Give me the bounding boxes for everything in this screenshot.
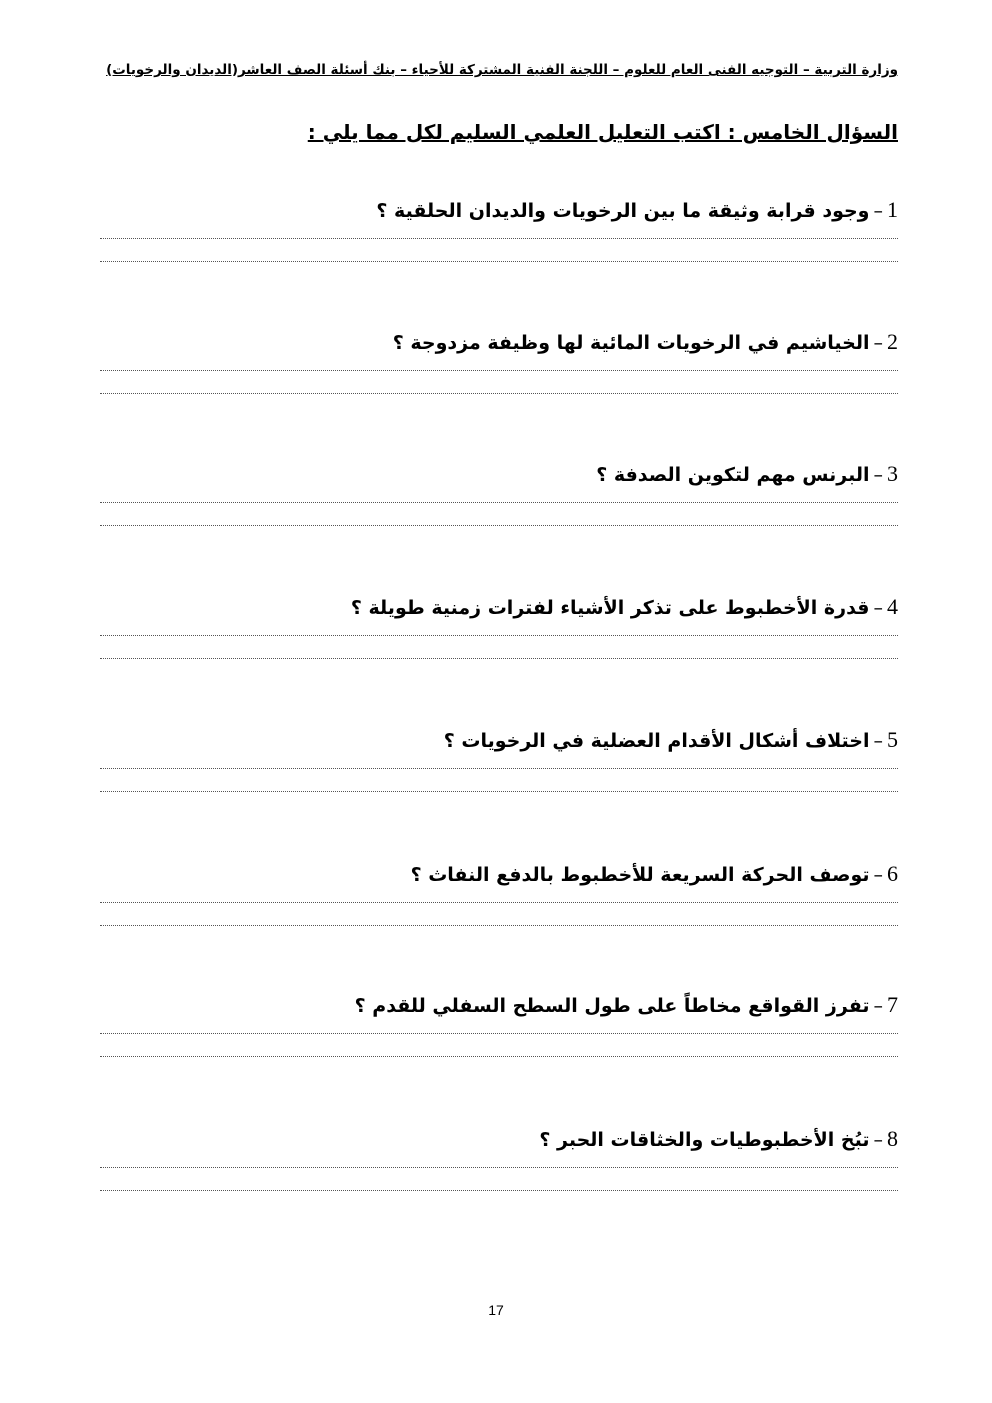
question-number: 7 xyxy=(887,992,898,1017)
answer-line[interactable] xyxy=(100,658,898,659)
question-text-row xyxy=(100,859,898,889)
question-text: توصف الحركة السريعة للأخطبوط بالدفع النفاث ؟ xyxy=(410,864,870,886)
question-2 xyxy=(100,327,898,394)
question-number: 2 xyxy=(887,329,898,354)
answer-line[interactable] xyxy=(100,768,898,769)
question-7 xyxy=(100,990,898,1057)
answer-line[interactable] xyxy=(100,261,898,262)
question-text-row xyxy=(100,195,898,225)
question-dash: – xyxy=(873,464,883,486)
answer-line[interactable] xyxy=(100,925,898,926)
question-5 xyxy=(100,725,898,792)
question-text-row xyxy=(100,327,898,357)
question-number: 1 xyxy=(887,197,898,222)
question-dash: – xyxy=(873,1129,883,1151)
answer-line[interactable] xyxy=(100,370,898,371)
question-3 xyxy=(100,459,898,526)
question-dash: – xyxy=(873,597,883,619)
question-dash: – xyxy=(873,332,883,354)
question-text-row xyxy=(100,592,898,622)
question-text-row xyxy=(100,990,898,1020)
question-text: تبُخ الأخطبوطيات والخثاقات الحبر ؟ xyxy=(539,1129,870,1151)
answer-line[interactable] xyxy=(100,238,898,239)
answer-line[interactable] xyxy=(100,502,898,503)
question-number: 4 xyxy=(887,594,898,619)
answer-line[interactable] xyxy=(100,1056,898,1057)
question-text-row xyxy=(100,725,898,755)
question-number: 6 xyxy=(887,861,898,886)
question-1 xyxy=(100,195,898,262)
answer-line[interactable] xyxy=(100,791,898,792)
question-number: 5 xyxy=(887,727,898,752)
question-text: الخياشيم في الرخويات المائية لها وظيفة مزدوجة ؟ xyxy=(392,332,870,354)
question-4 xyxy=(100,592,898,659)
question-dash: – xyxy=(873,995,883,1017)
answer-line[interactable] xyxy=(100,1033,898,1034)
answer-line[interactable] xyxy=(100,1167,898,1168)
question-text: وجود قرابة وثيقة ما بين الرخويات والديدان الحلقية ؟ xyxy=(376,200,870,222)
question-8 xyxy=(100,1124,898,1191)
question-dash: – xyxy=(873,200,883,222)
answer-line[interactable] xyxy=(100,635,898,636)
question-text: قدرة الأخطبوط على تذكر الأشياء لفترات زمنية طويلة ؟ xyxy=(350,597,870,619)
question-text: تفرز القواقع مخاطاً على طول السطح السفلي للقدم ؟ xyxy=(354,995,870,1017)
question-dash: – xyxy=(873,730,883,752)
question-number: 8 xyxy=(887,1126,898,1151)
answer-line[interactable] xyxy=(100,902,898,903)
answer-line[interactable] xyxy=(100,393,898,394)
question-text: البرنس مهم لتكوين الصدفة ؟ xyxy=(596,464,870,486)
answer-line[interactable] xyxy=(100,525,898,526)
question-text: اختلاف أشكال الأقدام العضلية في الرخويات ؟ xyxy=(443,730,870,752)
question-number: 3 xyxy=(887,461,898,486)
section-title: السؤال الخامس : اكتب التعليل العلمي السليم لكل مما يلي : xyxy=(307,120,898,144)
question-dash: – xyxy=(873,864,883,886)
question-text-row xyxy=(100,1124,898,1154)
page-header: وزارة التربية – التوجيه الفنى العام للعلوم – اللجنة الفنية المشتركة للأحياء – بنك أسئلة الصف العاشر(الديدان والرخويات) xyxy=(106,62,898,78)
page-number: 17 xyxy=(488,1302,504,1318)
question-6 xyxy=(100,859,898,926)
question-text-row xyxy=(100,459,898,489)
answer-line[interactable] xyxy=(100,1190,898,1191)
